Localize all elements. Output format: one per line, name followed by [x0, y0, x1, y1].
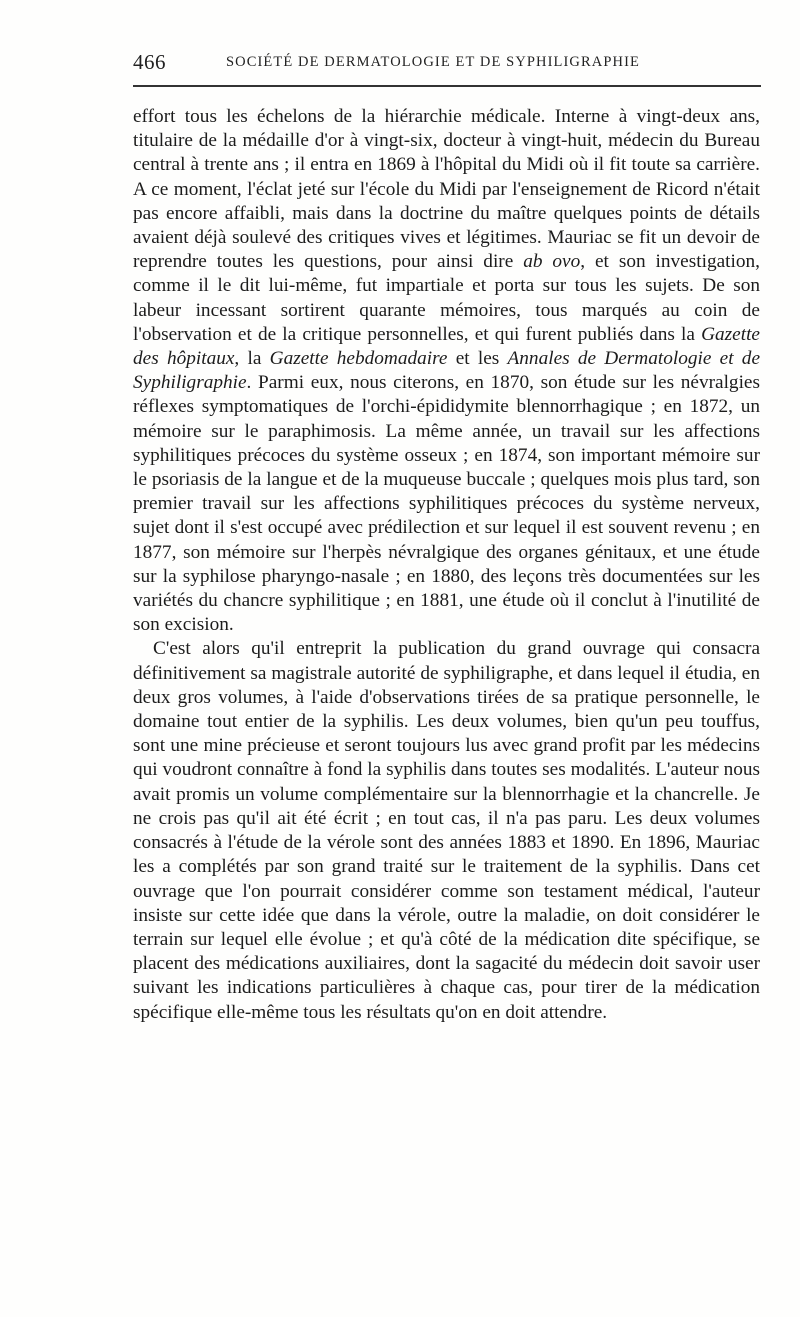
text-segment: , la — [234, 348, 270, 370]
header-rule — [133, 85, 761, 87]
text-segment-italic: Annales de Dermatologie et de Syphiligraphie — [133, 348, 760, 394]
paragraph — [133, 105, 760, 637]
running-head: SOCIÉTÉ DE DERMATOLOGIE ET DE SYPHILIGRAPHIE — [226, 54, 640, 70]
text-segment: , et son investigation, comme il le dit lui-même, fut impartiale et porta sur tous les sujets. De son labeur incessant sortirent quarante mémoires, tous marqués au coin de l'observation et de la critique personnelles, et qui furent publiés dans la — [133, 251, 760, 345]
text-segment: effort tous les échelons de la hiérarchie médicale. Interne à vingt-deux ans, titulaire de la médaille d'or à vingt-six, docteur à vingt-huit, médecin du Bureau central à trente ans ; il entra en 1869 à l'hôpital du Midi où il fit toute sa carrière. A ce moment, l'éclat jeté sur l'école du Midi par l'enseignement de Ricord n'était pas encore affaibli, mais dans la doctrine du maître quelques points de détails avaient déjà soulevé des critiques vives et légitimes. Mauriac se fit un devoir de reprendre toutes les questions, pour ainsi dire — [133, 106, 760, 273]
text-segment-italic: Gazette hebdomadaire — [269, 348, 448, 370]
page-header — [133, 50, 761, 74]
text-segment: C'est alors qu'il entreprit la publication du grand ouvrage qui consacra définitivement sa magistrale autorité de syphiligraphe, et dans lequel il étudia, en deux gros volumes, à l'aide d'observations tirées de sa pratique personnelle, le domaine tout entier de la syphilis. Les deux volumes, bien qu'un peu touffus, sont une mine précieuse et seront toujours lus avec grand profit par les médecins qui voudront connaître à fond la syphilis dans toutes ses modalités. L'auteur nous avait promis un volume complémentaire sur la blennorrhagie et la chancrelle. Je ne crois pas qu'il ait été écrit ; en tout cas, il n'a pas paru. Les deux volumes consacrés à l'étude de la vérole sont des années 1883 et 1890. En 1896, Mauriac les a complétés par son grand traité sur le traitement de la syphilis. Dans cet ouvrage que l'on pourrait considérer comme son testament médical, l'auteur insiste sur cette idée que dans la vérole, outre la maladie, on doit considérer le terrain sur lequel elle évolue ; et qu'à côté de la médication dite spécifique, se placent des médications auxiliaires, dont la sagacité du médecin doit savoir user suivant les indications particulières à chaque cas, pour tirer de la médication spécifique elle-même tous les résultats qu'on en doit attendre. — [133, 638, 760, 1023]
page-number: 466 — [133, 50, 166, 74]
paragraph — [133, 637, 760, 1024]
body-text — [133, 105, 760, 1025]
text-segment-italic: Gazette des hôpitaux — [133, 323, 760, 370]
text-segment: et les — [447, 348, 508, 370]
text-segment: . Parmi eux, nous citerons, en 1870, son étude sur les névralgies réflexes symptomatiques de l'orchi-épididymite blennorrhagique ; en 1872, un mémoire sur le paraphimosis. La même année, un travail sur les affections syphilitiques précoces du système osseux ; en 1874, son important mémoire sur le psoriasis de la langue et de la muqueuse buccale ; quelques mois plus tard, son premier travail sur les affections syphilitiques précoces du système nerveux, sujet dont il s'est occupé avec prédilection et sur lequel il est souvent revenu ; en 1877, son mémoire sur l'herpès névralgique des organes génitaux, et une étude sur la syphilose pharyngo-nasale ; en 1880, des leçons très documentées sur les variétés du chancre syphilitique ; en 1881, une étude où il conclut à l'inutilité de son excision. — [133, 372, 760, 636]
text-segment-italic: ab ovo — [523, 251, 581, 273]
